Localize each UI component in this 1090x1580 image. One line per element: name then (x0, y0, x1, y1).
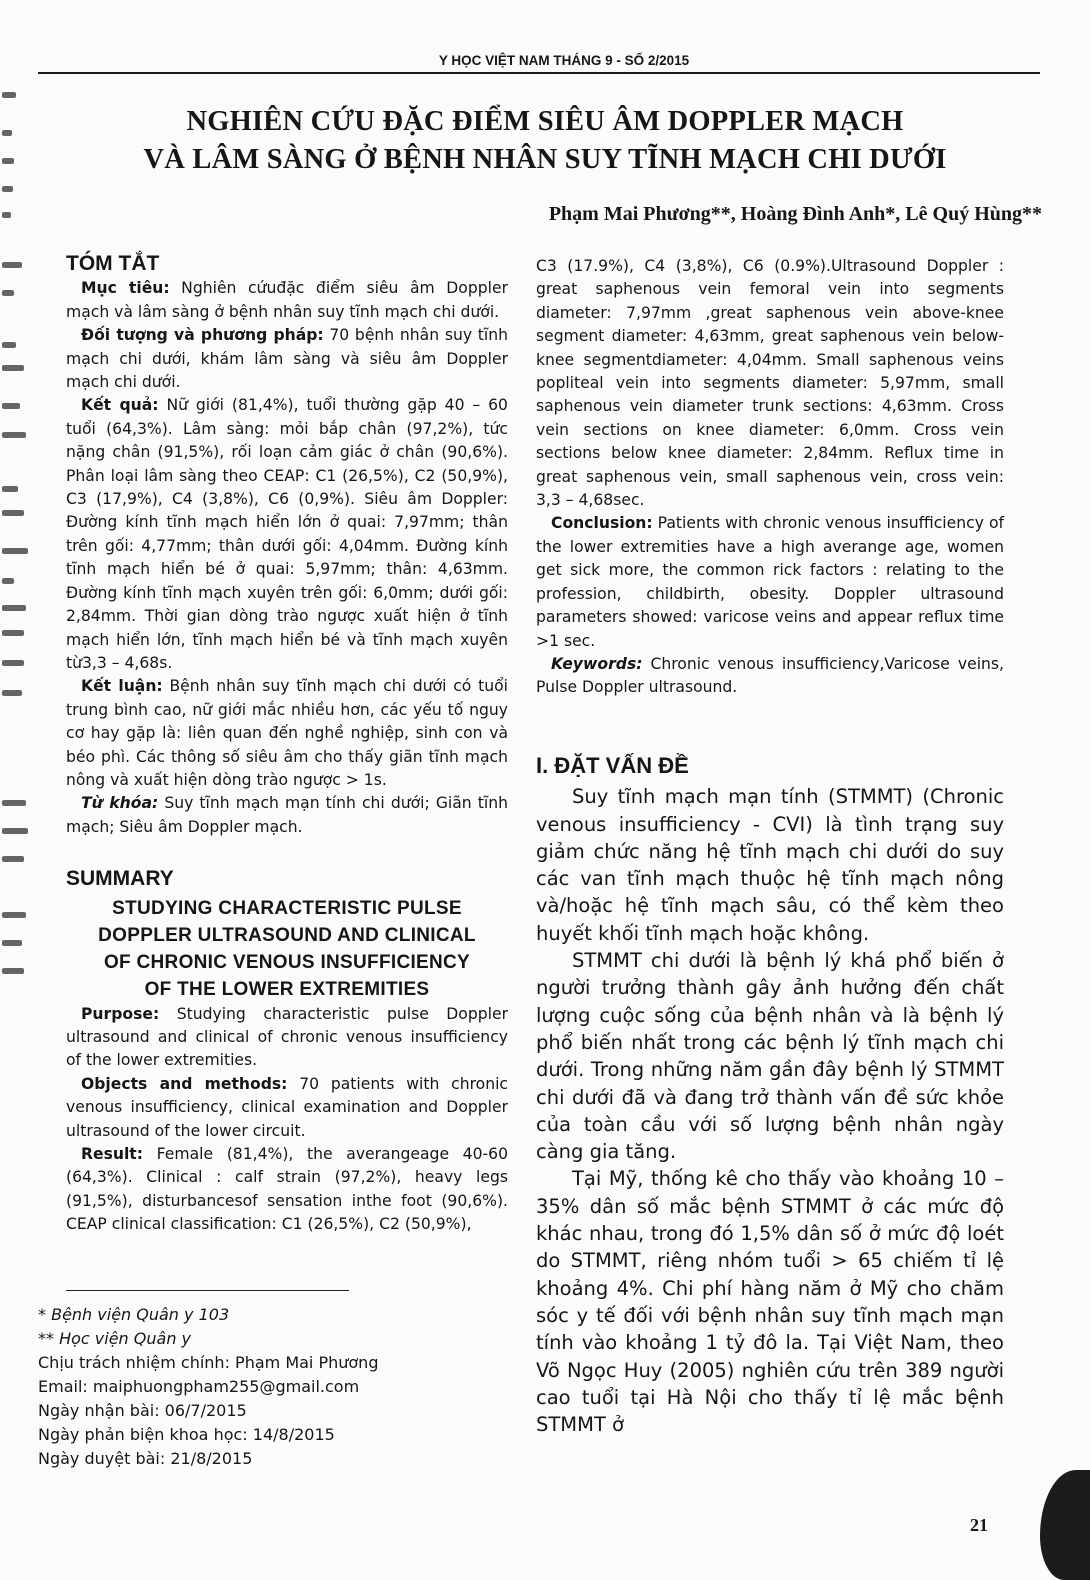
title-line-1: NGHIÊN CỨU ĐẶC ĐIỂM SIÊU ÂM DOPPLER MẠCH (186, 106, 904, 137)
section-1-paragraph: Suy tĩnh mạch mạn tính (STMMT) (Chronic venous insufficiency - CVI) là tình trạng suy giảm chức năng hệ tĩnh mạch chi dưới do suy các van tĩnh mạch thuộc hệ tĩnh mạch nông và/hoặc hệ tĩnh mạch sâu, có thể kèm theo huyết khối tĩnh mạch hoặc không. (536, 785, 1004, 945)
article-title (90, 103, 1000, 179)
summary-methods: Objects and methods: 70 patients with chronic venous insufficiency, clinical examination and Doppler ultrasound of the lower circuit. (66, 1074, 508, 1140)
title-line-2: VÀ LÂM SÀNG Ở BỆNH NHÂN SUY TĨNH MẠCH CHI DƯỚI (143, 144, 947, 175)
footnote-reviewed: Ngày phản biện khoa học: 14/8/2015 (38, 1425, 335, 1444)
summary-title (66, 895, 508, 1003)
summary-keywords: Keywords: Chronic venous insufficiency,Varicose veins, Pulse Doppler ultrasound. (536, 654, 1004, 697)
section-1 (536, 752, 1004, 1438)
right-column (536, 255, 1004, 700)
summary-purpose: Purpose: Studying characteristic pulse Doppler ultrasound and clinical of chronic venous insufficiency of the lower extremities. (66, 1004, 508, 1070)
section-1-paragraph: STMMT chi dưới là bệnh lý khá phổ biến ở người trưởng thành gây ảnh hưởng đến chất lượng cuộc sống của bệnh nhân và là bệnh lý phổ biến nhất trong các bệnh lý tĩnh mạch chi dưới. Trong những năm gần đây bệnh lý STMMT chi dưới đã và đang trở thành vấn đề sức khỏe của toàn cầu với số lượng bệnh nhân ngày càng gia tăng. (536, 949, 1004, 1164)
left-column (66, 252, 508, 1237)
footnote-affiliation-1: * Bệnh viện Quân y 103 (38, 1305, 230, 1324)
abstract-results: Kết quả: Nữ giới (81,4%), tuổi thường gặp 40 – 60 tuổi (64,3%). Lâm sàng: mỏi bắp chân (97,2%), tức nặng chân (91,5%), rối loạn cảm giác ở chân (90,6%). Phân loại lâm sàng theo CEAP: C1 (26,5%), C2 (50,9%), C3 (17,9%), C4 (3,8%), C6 (0,9%). Siêu âm Doppler: Đường kính tĩnh mạch hiển lớn ở quai: 7,97mm; thân trên gối: 4,77mm; thân dưới gối: 4,04mm. Đường kính tĩnh mạch hiển bé ở quai: 5,97mm; thân: 4,63mm. Đường kính tĩnh mạch xuyên trên gối: 6,0mm; dưới gối: 2,84mm. Thời gian dòng trào ngược xuất hiện ở tĩnh mạch hiển lớn, tĩnh mạch hiển bé và tĩnh mạch xuyên từ3,3 – 4,68s. (66, 396, 508, 672)
section-1-heading: I. ĐẶT VẤN ĐỀ (536, 753, 689, 778)
page-number: 21 (970, 1515, 988, 1535)
summary-title-line: OF CHRONIC VENOUS INSUFFICIENCY (103, 951, 471, 973)
authors: Phạm Mai Phương**, Hoàng Đình Anh*, Lê Quý Hùng** (548, 203, 1042, 225)
abstract-methods: Đối tượng và phương pháp: 70 bệnh nhân suy tĩnh mạch chi dưới, khám lâm sàng và siêu âm Doppler mạch chi dưới. (66, 326, 508, 392)
section-1-paragraph: Tại Mỹ, thống kê cho thấy vào khoảng 10 – 35% dân số mắc bệnh STMMT ở các mức độ khác nhau, trong đó 1,5% dân số ở mức độ loét do STMMT, riêng nhóm tuổi > 65 chiếm tỉ lệ khoảng 4%. Chi phí hàng năm ở Mỹ cho chăm sóc y tế đối với bệnh nhân suy tĩnh mạch mạn tính vào khoảng 1 tỷ đô la. Tại Việt Nam, theo Võ Ngọc Huy (2005) nghiên cứu trên 389 người cao tuổi tại Hà Nội cho thấy tỉ lệ mắc bệnh STMMT ở (536, 1167, 1004, 1437)
abstract-conclusion: Kết luận: Bệnh nhân suy tĩnh mạch chi dưới có tuổi trung bình cao, nữ giới mắc nhiều hơn, các yếu tố nguy cơ hay gặp là: liên quan đến nghề nghiệp, sinh con và béo phì. Các thông số siêu âm cho thấy giãn tĩnh mạch nông và xuất hiện dòng trào ngược > 1s. (66, 677, 508, 789)
footnote-email: Email: maiphuongpham255@gmail.com (38, 1377, 360, 1396)
journal-header-text: Y HỌC VIỆT NAM THÁNG 9 - SỐ 2/2015 (438, 53, 690, 68)
summary-title-line: STUDYING CHARACTERISTIC PULSE (112, 897, 462, 919)
scan-edge-shadow (1040, 1470, 1090, 1580)
footnote-received: Ngày nhận bài: 06/7/2015 (38, 1401, 247, 1420)
summary-conclusion: Conclusion: Patients with chronic venous insufficiency of the lower extremities have a high averange age, women get sick more, the common rick factors : relating to the profession, childbirth, obesity. Doppler ultrasound parameters showed: varicose veins and appear reflux time >1 sec. (536, 514, 1004, 650)
abstract-keywords: Từ khóa: Suy tĩnh mạch mạn tính chi dưới; Giãn tĩnh mạch; Siêu âm Doppler mạch. (66, 794, 508, 836)
abstract-objective: Mục tiêu: Nghiên cứuđặc điểm siêu âm Doppler mạch và lâm sàng ở bệnh nhân suy tĩnh mạch chi dưới. (66, 279, 508, 321)
summary-heading: SUMMARY (66, 867, 174, 891)
footnote-responsible: Chịu trách nhiệm chính: Phạm Mai Phương (38, 1353, 379, 1372)
scan-margin-artifacts (0, 0, 34, 1000)
summary-result: Result: Female (81,4%), the averangeage 40-60 (64,3%). Clinical : calf strain (97,2%), heavy legs (91,5%), disturbancesof sensation inthe foot (90,6%). CEAP clinical classification: C1 (26,5%), C2 (50,9%), (66, 1145, 508, 1234)
footnote-affiliation-2: ** Học viện Quân y (38, 1329, 192, 1348)
footnotes (38, 1303, 378, 1471)
abstract-vi-heading: TÓM TẮT (66, 252, 160, 275)
summary-title-line: DOPPLER ULTRASOUND AND CLINICAL (98, 924, 476, 946)
journal-header (38, 50, 1040, 74)
summary-title-line: OF THE LOWER EXTREMITIES (144, 978, 430, 1000)
footnote-accepted: Ngày duyệt bài: 21/8/2015 (38, 1449, 253, 1468)
footnote-divider (66, 1290, 349, 1291)
summary-result-continued: C3 (17.9%), C4 (3,8%), C6 (0.9%).Ultrasound Doppler : great saphenous vein femoral vein into segments diameter: 7,97mm ,great saphenous vein above-knee segment diameter: 4,63mm, great saphenous vein below-knee segmentdiameter: 4,04mm. Small saphenous veins popliteal vein into segments diameter: 5,97mm, small saphenous vein diameter trunk sections: 4,63mm. Cross vein sections on knee diameter: 6,0mm. Cross vein sections below knee diameter: 2,84mm. Reflux time in great saphenous vein, small saphenous vein, cross vein: 3,3 – 4,68sec. (536, 257, 1004, 510)
